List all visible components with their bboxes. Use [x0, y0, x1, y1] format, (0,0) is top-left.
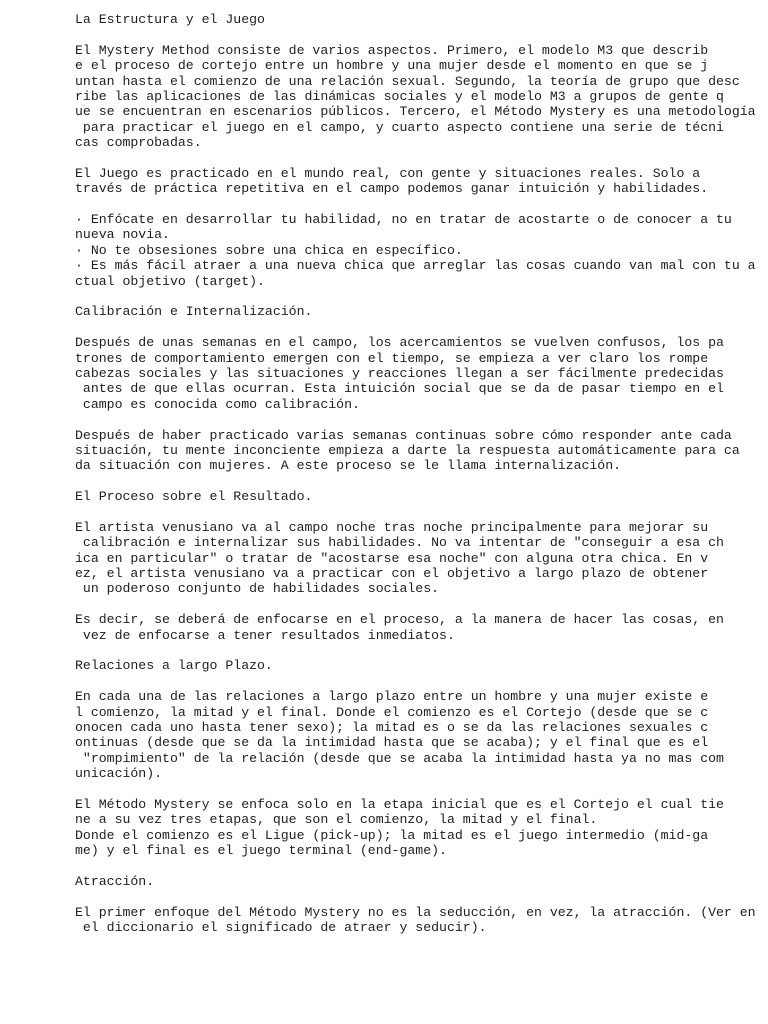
section-title-relaciones	[75, 658, 755, 673]
paragraph-spacer	[75, 474, 755, 489]
paragraph-atraccion	[75, 905, 755, 936]
paragraph-internalizacion	[75, 428, 755, 474]
text-line: trones de comportamiento emergen con el tiempo, se empieza a ver claro los rompe	[75, 350, 709, 366]
list-item-text: ctual objetivo (target).	[75, 273, 265, 289]
paragraph-artista-venusiano	[75, 520, 755, 597]
text-line: situación, tu mente inconciente empieza a darte la respuesta automáticamente para ca	[75, 442, 740, 458]
text-line: ne a su vez tres etapas, que son el comienzo, la mitad y el final.	[75, 812, 598, 828]
text-line: ica en particular" o tratar de "acostarse esa noche" con alguna otra chica. En v	[75, 550, 709, 566]
paragraph-mystery-method-aspects	[75, 43, 755, 151]
paragraph-spacer	[75, 320, 755, 335]
paragraph-spacer	[75, 197, 755, 212]
text-line: da situación con mujeres. A este proceso se le llama internalización.	[75, 458, 622, 474]
bullet-list-consejos	[75, 212, 755, 289]
paragraph-spacer	[75, 597, 755, 612]
text-line: ribe las aplicaciones de las dinámicas sociales y el modelo M3 a grupos de gente q	[75, 88, 724, 104]
list-item-text: nueva novia.	[75, 227, 170, 243]
paragraph-spacer	[75, 151, 755, 166]
text-line: ue se encuentran en escenarios públicos. Tercero, el Método Mystery es una metodología	[75, 104, 756, 120]
paragraph-spacer	[75, 889, 755, 904]
paragraph-enfocarse-proceso	[75, 612, 755, 643]
heading-text: Atracción.	[75, 873, 155, 889]
paragraph-spacer	[75, 782, 755, 797]
text-line: ontinuas (desde que se da la intimidad hasta que se acaba); y el final que es el	[75, 735, 709, 751]
text-line: un poderoso conjunto de habilidades sociales.	[75, 581, 440, 597]
document-page	[75, 12, 755, 935]
text-line: l comienzo, la mitad y el final. Donde el comienzo es el Cortejo (desde que se c	[75, 704, 709, 720]
paragraph-calibracion	[75, 335, 755, 412]
list-item-text: · Es más fácil atraer a una nueva chica que arreglar las cosas cuando van mal con tu a	[75, 258, 756, 274]
paragraph-spacer	[75, 505, 755, 520]
list-item-text: · Enfócate en desarrollar tu habilidad, no en tratar de acostarte o de conocer a tu	[75, 212, 732, 228]
paragraph-spacer	[75, 289, 755, 304]
text-line: cabezas sociales y las situaciones y reacciones llegan a ser fácilmente predecidas	[75, 365, 724, 381]
text-line: El artista venusiano va al campo noche tras noche principalmente para mejorar su	[75, 519, 709, 535]
list-item-text: · No te obsesiones sobre una chica en específico.	[75, 242, 463, 258]
text-line: cas comprobadas.	[75, 135, 202, 151]
text-line: En cada una de las relaciones a largo plazo entre un hombre y una mujer existe e	[75, 689, 709, 705]
text-line: vez de enfocarse a tener resultados inmediatos.	[75, 627, 455, 643]
text-line: Después de haber practicado varias semanas continuas sobre cómo responder ante cada	[75, 427, 732, 443]
text-line: me) y el final es el juego terminal (end-game).	[75, 843, 447, 859]
heading-text: Calibración e Internalización.	[75, 304, 313, 320]
heading-text: La Estructura y el Juego	[75, 12, 265, 27]
paragraph-metodo-mystery-etapas	[75, 797, 755, 859]
text-line: antes de que ellas ocurran. Esta intuición social que se da de pasar tiempo en el	[75, 381, 724, 397]
text-line: El primer enfoque del Método Mystery no es la seducción, en vez, la atracción. (Ver en	[75, 904, 756, 920]
text-line: Es decir, se deberá de enfocarse en el proceso, a la manera de hacer las cosas, en	[75, 612, 724, 628]
heading-text: Relaciones a largo Plazo.	[75, 658, 273, 674]
paragraph-relaciones-largo-plazo	[75, 689, 755, 781]
text-line: El Juego es practicado en el mundo real, con gente y situaciones reales. Solo a	[75, 165, 701, 181]
heading-text: El Proceso sobre el Resultado.	[75, 489, 313, 505]
text-line: e el proceso de cortejo entre un hombre y una mujer desde el momento en que se j	[75, 58, 709, 74]
paragraph-spacer	[75, 412, 755, 427]
text-line: Después de unas semanas en el campo, los acercamientos se vuelven confusos, los pa	[75, 335, 724, 351]
paragraph-spacer	[75, 858, 755, 873]
text-line: el diccionario el significado de atraer y seducir).	[75, 920, 487, 936]
text-line: untan hasta el comienzo de una relación sexual. Segundo, la teoría de grupo que desc	[75, 73, 740, 89]
text-line: onocen cada uno hasta tener sexo); la mitad es o se da las relaciones sexuales c	[75, 719, 709, 735]
text-line: calibración e internalizar sus habilidades. No va intentar de "conseguir a esa ch	[75, 535, 724, 551]
text-line: El Mystery Method consiste de varios aspectos. Primero, el modelo M3 que describ	[75, 42, 709, 58]
text-line: Donde el comienzo es el Ligue (pick-up); la mitad es el juego intermedio (mid-ga	[75, 827, 709, 843]
text-line: El Método Mystery se enfoca solo en la etapa inicial que es el Cortejo el cual tie	[75, 796, 724, 812]
paragraph-spacer	[75, 674, 755, 689]
section-title-la-estructura	[75, 12, 755, 27]
text-line: ez, el artista venusiano va a practicar con el objetivo a largo plazo de obtener	[75, 566, 709, 582]
text-line: través de práctica repetitiva en el campo podemos ganar intuición y habilidades.	[75, 181, 709, 197]
text-line: para practicar el juego en el campo, y cuarto aspecto contiene una serie de técni	[75, 119, 724, 135]
paragraph-spacer	[75, 643, 755, 658]
section-title-proceso-resultado	[75, 489, 755, 504]
paragraph-spacer	[75, 27, 755, 42]
section-title-atraccion	[75, 874, 755, 889]
text-line: campo es conocida como calibración.	[75, 396, 360, 412]
text-line: "rompimiento" de la relación (desde que se acaba la intimidad hasta ya no mas com	[75, 750, 724, 766]
paragraph-juego-mundo-real	[75, 166, 755, 197]
text-line: unicación).	[75, 766, 163, 782]
section-title-calibracion	[75, 304, 755, 319]
